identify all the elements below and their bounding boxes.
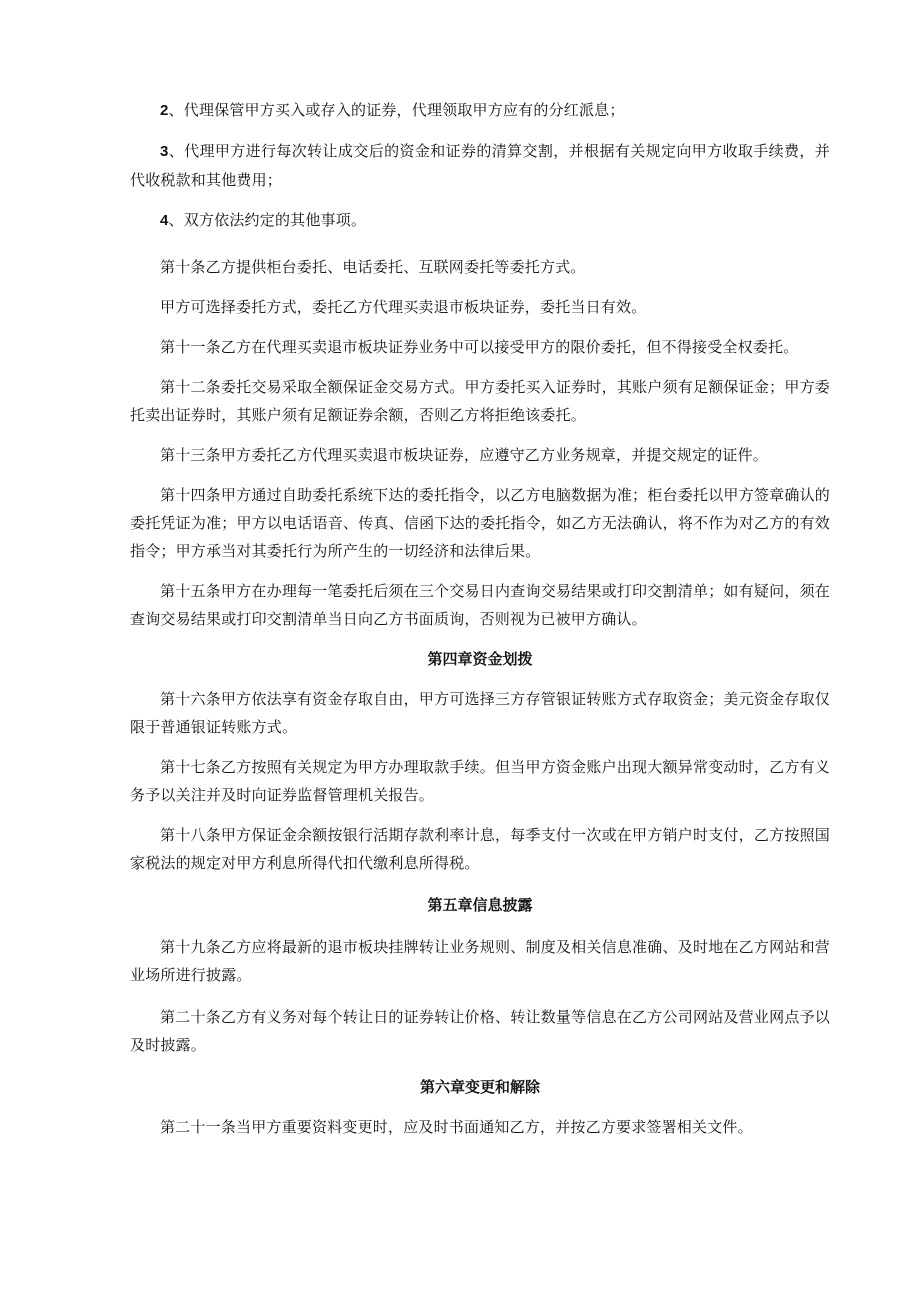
article-16: 第十六条甲方依法享有资金存取自由，甲方可选择三方存管银证转账方式存取资金；美元资金存取仅限于普通银证转账方式。 [130,690,830,736]
chapter-5-heading: 第五章信息披露 [427,896,533,914]
item-4-number: 4 [160,212,169,229]
chapter-6-heading: 第六章变更和解除 [419,1078,540,1096]
document-page [130,96,830,1141]
article-10: 第十条乙方提供柜台委托、电话委托、互联网委托等委托方式。 [160,258,586,276]
article-19: 第十九条乙方应将最新的退市板块挂牌转让业务规则、制度及相关信息准确、及时地在乙方网站和营业场所进行披露。 [130,938,830,984]
item-3-number: 3 [160,143,169,160]
article-17: 第十七条乙方按照有关规定为甲方办理取款手续。但当甲方资金账户出现大额异常变动时，乙方有义务予以关注并及时向证券监督管理机关报告。 [130,758,830,804]
article-10-continued: 甲方可选择委托方式，委托乙方代理买卖退市板块证券，委托当日有效。 [160,298,647,316]
article-20: 第二十条乙方有义务对每个转让日的证券转让价格、转让数量等信息在乙方公司网站及营业网点予以及时披露。 [130,1008,830,1054]
item-3-text: 、代理甲方进行每次转让成交后的资金和证券的清算交割，并根据有关规定向甲方收取手续费，并代收税款和其他费用； [130,142,830,189]
item-4 [130,206,830,235]
article-21: 第二十一条当甲方重要资料变更时，应及时书面通知乙方，并按乙方要求签署相关文件。 [160,1118,753,1136]
article-13: 第十三条甲方委托乙方代理买卖退市板块证券，应遵守乙方业务规章，并提交规定的证件。 [160,446,769,464]
article-14: 第十四条甲方通过自助委托系统下达的委托指令，以乙方电脑数据为准；柜台委托以甲方签章确认的委托凭证为准；甲方以电话语音、传真、信函下达的委托指令，如乙方无法确认，将不作为对乙方的有效指令；甲方承当对其委托行为所产生的一切经济和法律后果。 [130,486,830,560]
article-12: 第十二条委托交易采取全额保证金交易方式。甲方委托买入证券时，其账户须有足额保证金；甲方委托卖出证券时，其账户须有足额证券余额，否则乙方将拒绝该委托。 [130,378,830,424]
article-18: 第十八条甲方保证金余额按银行活期存款利率计息，每季支付一次或在甲方销户时支付，乙方按照国家税法的规定对甲方利息所得代扣代缴利息所得税。 [130,826,830,872]
chapter-4-heading: 第四章资金划拨 [427,650,533,668]
item-4-text: 、双方依法约定的其他事项。 [168,211,367,229]
article-15: 第十五条甲方在办理每一笔委托后须在三个交易日内查询交易结果或打印交割清单；如有疑问，须在查询交易结果或打印交割清单当日向乙方书面质询，否则视为已被甲方确认。 [130,582,830,628]
article-11: 第十一条乙方在代理买卖退市板块证券业务中可以接受甲方的限价委托，但不得接受全权委托。 [160,338,799,356]
item-2 [130,96,830,125]
item-3 [130,137,830,194]
item-2-number: 2 [160,102,169,119]
item-2-text: 、代理保管甲方买入或存入的证券，代理领取甲方应有的分红派息； [168,101,625,119]
